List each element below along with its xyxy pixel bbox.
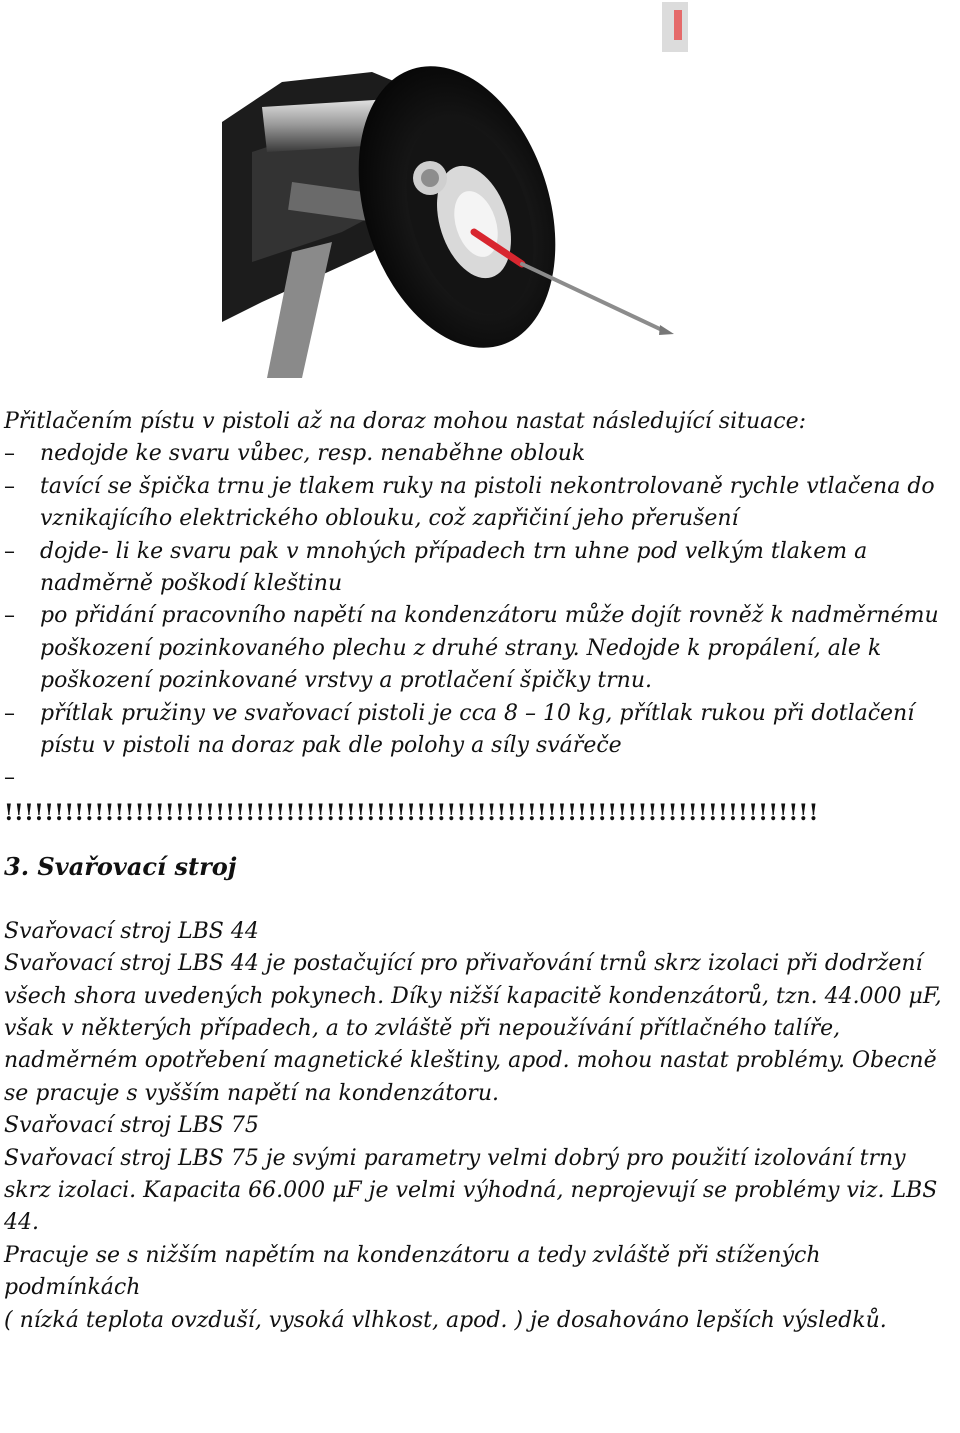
- situation-list: [4, 438, 956, 794]
- list-item-text: tavící se špička trnu je tlakem ruky na pistoli nekontrolovaně rychle vtlačena do vznikajícího elektrického oblouku, což zapřičiní jeho přerušení: [40, 473, 935, 532]
- list-item: [4, 438, 956, 470]
- spacer: [4, 884, 956, 916]
- bullet-dash: –: [4, 441, 15, 467]
- paragraph-lower-voltage: Pracuje se s nižším napětím na kondenzátoru a tedy zvláště při stížených podmínkách: [4, 1242, 821, 1301]
- list-item-text: nedojde ke svaru vůbec, resp. nenaběhne oblouk: [40, 441, 586, 467]
- welding-gun-photo: [222, 2, 688, 378]
- bullet-dash: –: [4, 538, 15, 564]
- list-item: [4, 536, 956, 601]
- list-item: [4, 600, 956, 697]
- intro-text: Přitlačením pístu v pistoli až na doraz mohou nastat následující situace:: [4, 409, 807, 434]
- paragraph-lbs75-body: Svařovací stroj LBS 75 je svými parametry velmi dobrý pro použití izolování trny skrz izolaci. Kapacita 66.000 μF je velmi výhodná, neprojevují se problémy viz. LBS 44.: [4, 1145, 938, 1236]
- paragraph-lbs75-title: Svařovací stroj LBS 75: [4, 1113, 259, 1139]
- bullet-dash: –: [4, 473, 15, 499]
- list-item: [4, 471, 956, 536]
- section-heading: 3. Svařovací stroj: [4, 852, 237, 882]
- paragraph-lbs44-body: Svařovací stroj LBS 44 je postačující pro přivařování trnů skrz izolaci při dodržení všech shora uvedených pokynech. Díky nižší kapacitě kondenzátorů, tzn. 44.000 μF, však v některých případech, a to zvláště při nepoužívání přítlačného talíře, nadměrném opotřebení magnetické kleštiny, apod. mohou nastat problémy. Obecně se pracuje s vyšším napětí na kondenzátoru.: [4, 951, 942, 1106]
- list-item-text: [40, 762, 956, 794]
- document-body: [4, 406, 956, 1337]
- list-item: [4, 698, 956, 763]
- bullet-dash: –: [4, 765, 15, 791]
- bullet-dash: –: [4, 603, 15, 629]
- list-item-text: po přidání pracovního napětí na kondenzátoru může dojít rovněž k nadměrnému poškození pozinkovaného plechu z druhé strany. Nedojde k propálení, ale k poškození pozinkované vrstvy a protlačení špičky trnu.: [40, 603, 939, 694]
- list-item-text: přítlak pružiny ve svařovací pistoli je cca 8 – 10 kg, přítlak rukou při dotlačení pístu v pistoli na doraz pak dle polohy a síly svářeče: [40, 700, 915, 759]
- bullet-dash: –: [4, 700, 15, 726]
- exclamation-row: !!!!!!!!!!!!!!!!!!!!!!!!!!!!!!!!!!!!!!!!!!!!!!!!!!!!!!!!!!!!!!!!!!!!!!!!!!!!!!!!!: [4, 799, 819, 826]
- paragraph-lbs44-title: Svařovací stroj LBS 44: [4, 918, 259, 944]
- list-item: [4, 762, 956, 794]
- paragraph-results: ( nízká teplota ovzduší, vysoká vlhkost, apod. ) je dosahováno lepších výsledků.: [4, 1307, 887, 1333]
- list-item-text: dojde- li ke svaru pak v mnohých případech trn uhne pod velkým tlakem a nadměrně poškodí kleštinu: [40, 538, 868, 597]
